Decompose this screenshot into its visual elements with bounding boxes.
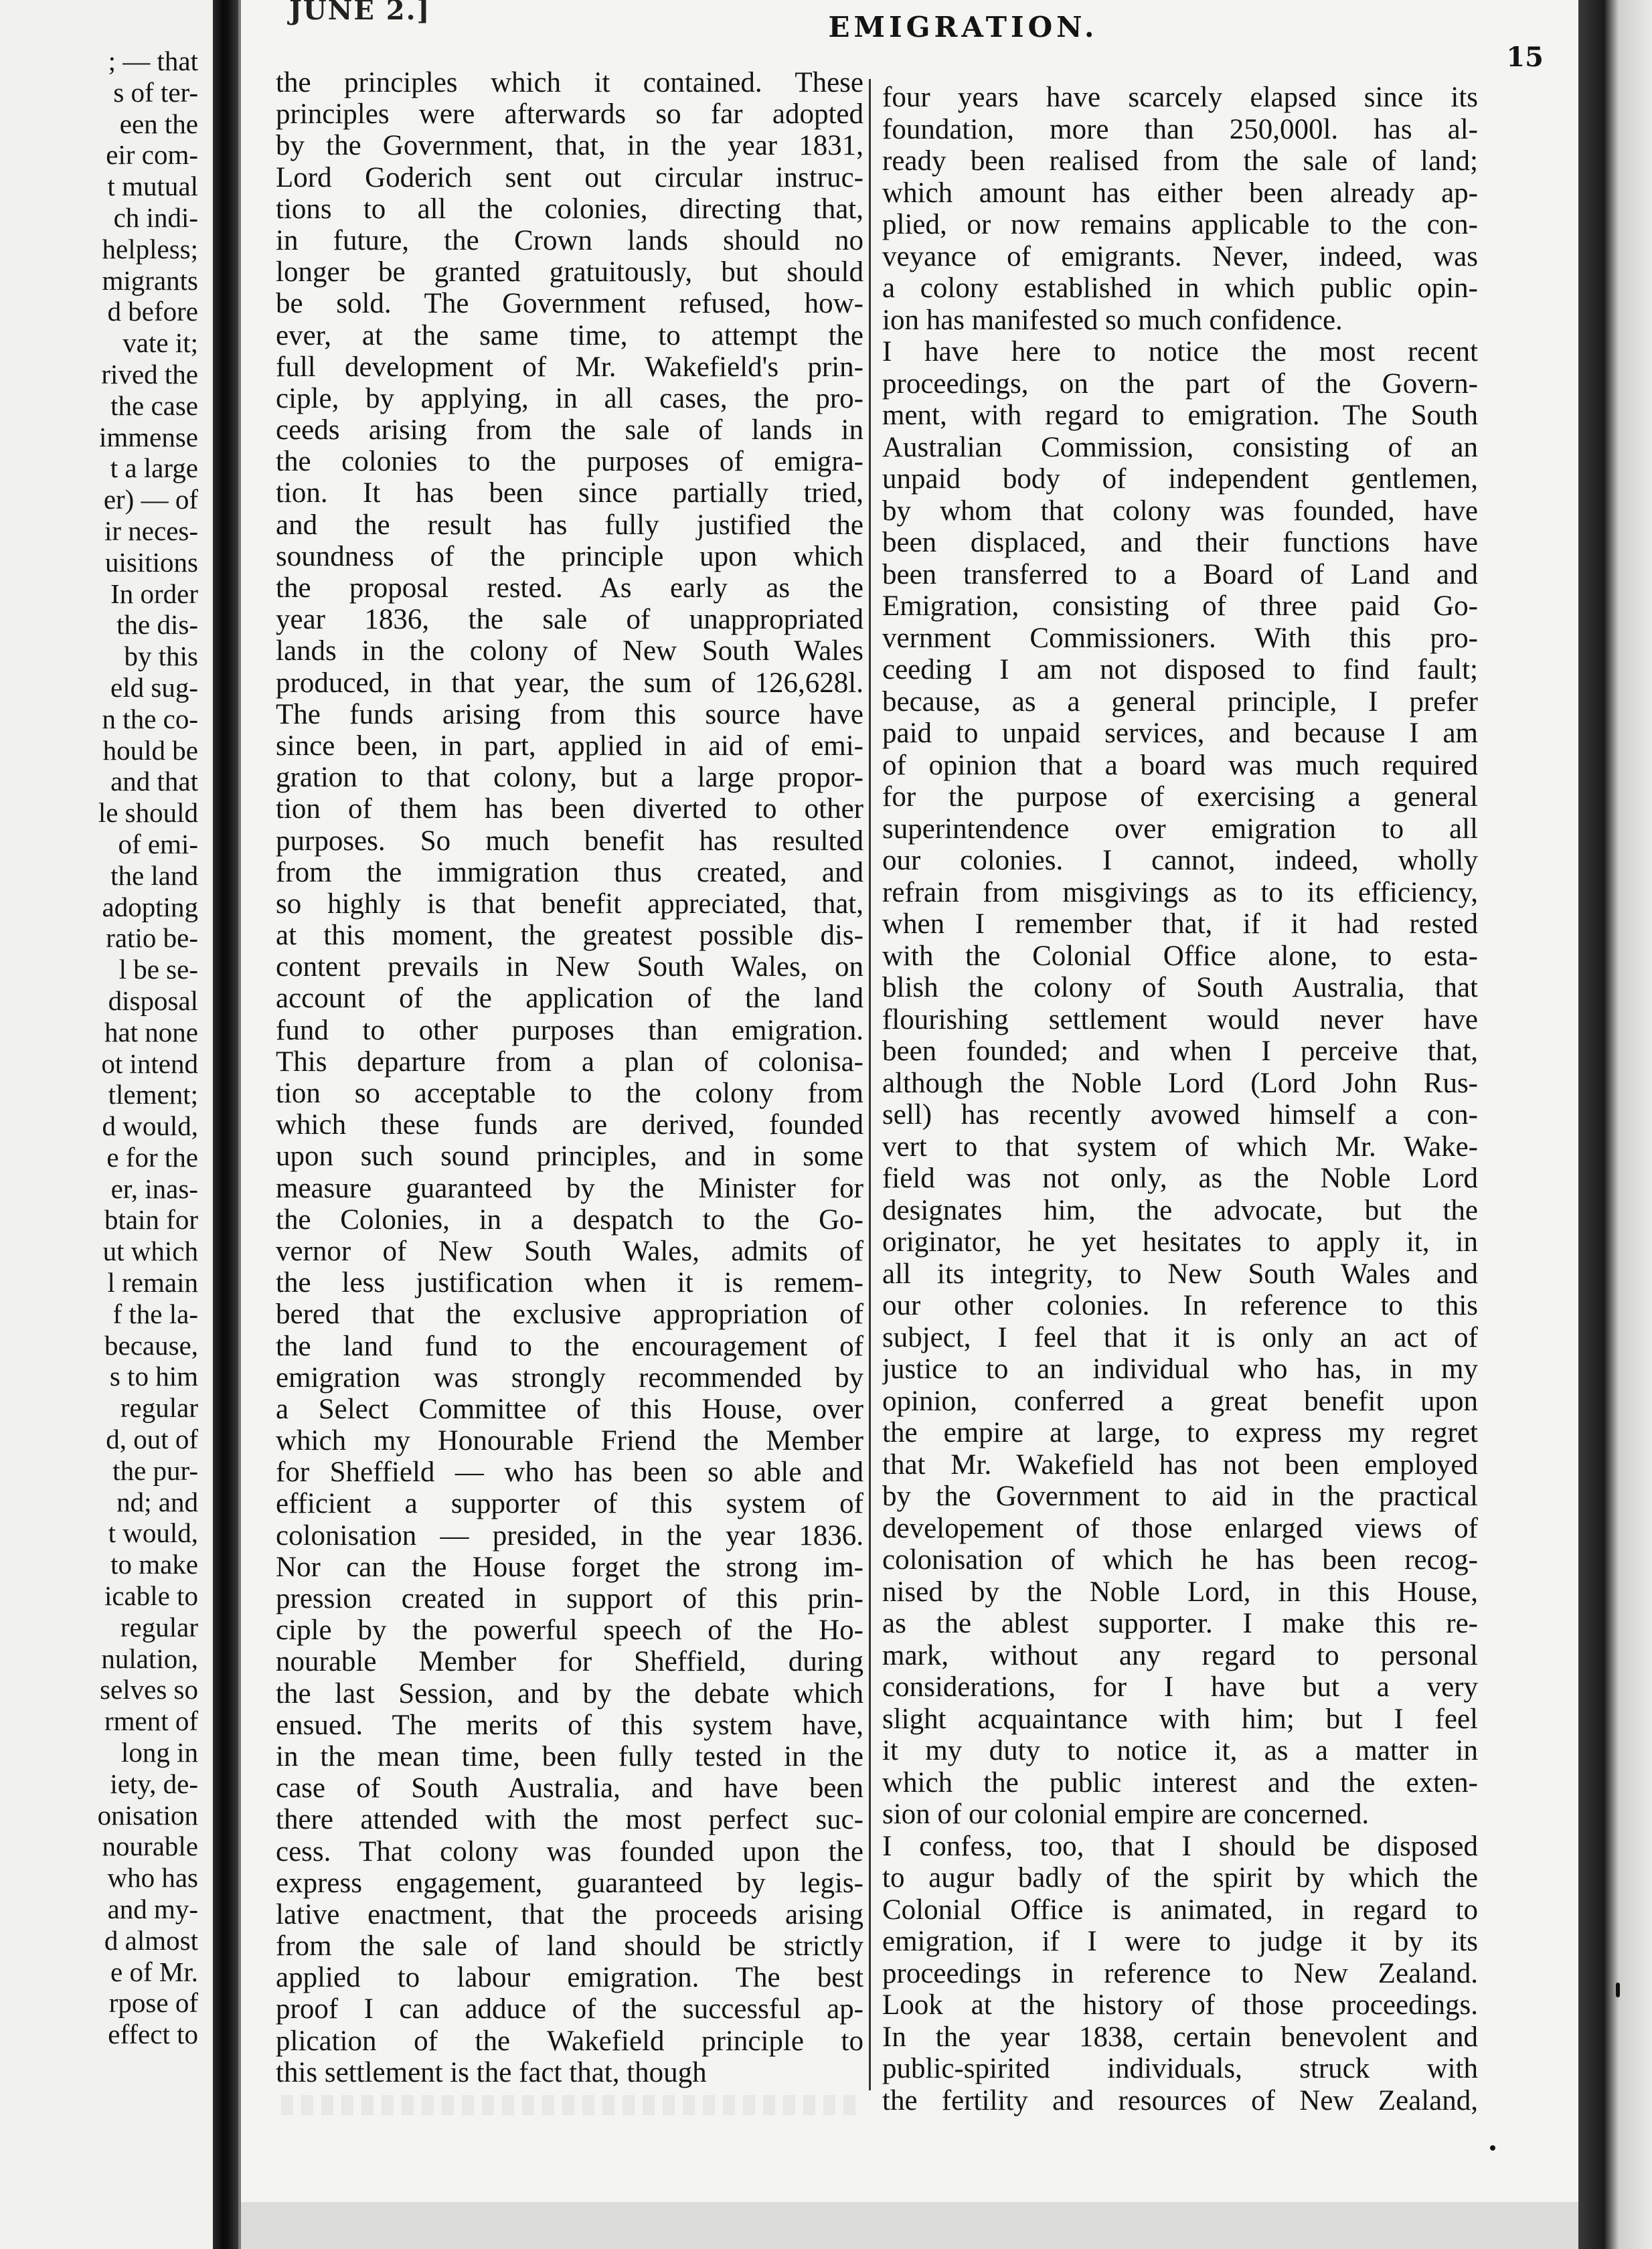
text-line: lative enactment, that the proceeds arising: [276, 1898, 863, 1930]
text-line: plication of the Wakefield principle to: [276, 2025, 863, 2057]
text-line: that Mr. Wakefield has not been employed: [882, 1448, 1478, 1481]
text-line: Look at the history of those proceedings.: [882, 1989, 1478, 2021]
text-line: tion of them has been diverted to other: [276, 793, 863, 825]
previous-page-line: vate it;: [122, 327, 198, 359]
previous-page-line: and my-: [107, 1894, 198, 1925]
text-line: measure guaranteed by the Minister for: [276, 1172, 863, 1204]
previous-page-line: een the: [119, 108, 198, 139]
text-line: by whom that colony was founded, have: [882, 495, 1478, 527]
previous-page-line: disposal: [108, 985, 198, 1016]
text-line: the empire at large, to express my regret: [882, 1417, 1478, 1448]
text-line: ciple, by applying, in all cases, the pro-: [276, 382, 863, 414]
text-line: I confess, too, that I should be disposed: [882, 1830, 1478, 1862]
text-line: which these funds are derived, founded: [276, 1109, 863, 1141]
previous-page-line: the case: [110, 390, 198, 421]
previous-page-line: ratio be-: [106, 922, 198, 954]
previous-page-line: regular: [120, 1611, 198, 1643]
text-line: ever, at the same time, to attempt the: [276, 319, 863, 351]
previous-page-line: le should: [98, 797, 198, 829]
binding-gutter: [213, 0, 238, 2249]
previous-page-line: nd; and: [116, 1486, 198, 1517]
text-line: originator, he yet hesitates to apply it, in: [882, 1226, 1478, 1258]
previous-page-line: hat none: [104, 1016, 198, 1048]
text-line: all its integrity, to New South Wales and: [882, 1258, 1478, 1290]
text-line: lands in the colony of New South Wales: [276, 635, 863, 667]
text-line: tion. It has been since partially tried,: [276, 477, 863, 509]
previous-page-line: migrants: [102, 264, 198, 296]
previous-page-line: to make: [110, 1549, 198, 1580]
previous-page-line: uisitions: [105, 546, 198, 578]
previous-page-line: er, inas-: [110, 1173, 198, 1204]
text-line: pression created in support of this prin-: [276, 1583, 863, 1614]
text-line: justice to an individual who has, in my: [882, 1353, 1478, 1385]
text-line: because, as a general principle, I prefer: [882, 685, 1478, 718]
text-line: at this moment, the greatest possible dis-: [276, 920, 863, 952]
text-line: four years have scarcely elapsed since its: [882, 82, 1478, 113]
previous-page-line: effect to: [108, 2019, 198, 2050]
previous-page-line: onisation: [97, 1799, 198, 1831]
text-line: nourable Member for Sheffield, during: [276, 1646, 863, 1678]
text-line: soundness of the principle upon which: [276, 540, 863, 572]
text-line: refrain from misgivings as to its efficiency,: [882, 876, 1478, 908]
text-line: as the ablest supporter. I make this re-: [882, 1608, 1478, 1639]
text-line: Nor can the House forget the strong im-: [276, 1551, 863, 1583]
text-line: of opinion that a board was much required: [882, 749, 1478, 781]
text-line: it my duty to notice it, as a matter in: [882, 1735, 1478, 1766]
text-line: superintendence over emigration to all: [882, 813, 1478, 845]
previous-page-line: d would,: [102, 1110, 198, 1142]
text-line: cess. That colony was founded upon the: [276, 1835, 863, 1867]
text-line: tions to all the colonies, directing that,: [276, 193, 863, 225]
bleed-through-text: [281, 2095, 857, 2115]
text-line: principles were afterwards so far adopted: [276, 98, 863, 131]
text-line: been transferred to a Board of Land and: [882, 558, 1478, 590]
text-line: tion so acceptable to the colony from: [276, 1078, 863, 1109]
text-line: in future, the Crown lands should no: [276, 224, 863, 256]
text-line: slight acquaintance with him; but I feel: [882, 1703, 1478, 1735]
text-line: which the public interest and the exten-: [882, 1766, 1478, 1799]
text-line: full development of Mr. Wakefield's prin-: [276, 351, 863, 383]
previous-page-line: tlement;: [108, 1079, 198, 1110]
text-line: efficient a supporter of this system of: [276, 1488, 863, 1520]
running-head-title: EMIGRATION.: [828, 11, 1098, 44]
text-line: account of the application of the land: [276, 983, 863, 1015]
text-line: in the mean time, been fully tested in the: [276, 1740, 863, 1772]
previous-page-line: regular: [120, 1392, 198, 1424]
page-number: 15: [1506, 41, 1544, 73]
column-rule: [869, 79, 871, 2090]
text-line: the last Session, and by the debate which: [276, 1677, 863, 1710]
text-line: plied, or now remains applicable to the con-: [882, 209, 1478, 240]
previous-page-line: and that: [110, 766, 198, 797]
previous-page-line: d before: [107, 296, 198, 327]
previous-page-line: hould be: [102, 734, 198, 766]
text-line: designates him, the advocate, but the: [882, 1194, 1478, 1226]
text-line: blish the colony of South Australia, that: [882, 972, 1478, 1003]
text-line: longer be granted gratuitously, but should: [276, 256, 863, 288]
previous-page-line: d almost: [104, 1924, 198, 1956]
text-line: been founded; and when I perceive that,: [882, 1035, 1478, 1067]
previous-page-line: s to him: [109, 1361, 198, 1392]
text-line: year 1836, the sale of unappropriated: [276, 604, 863, 636]
previous-page-line: adopting: [102, 891, 198, 922]
ink-speck: [1490, 2145, 1495, 2151]
previous-page-line: s of ter-: [113, 76, 198, 108]
text-line: Australian Commission, consisting of an: [882, 431, 1478, 463]
text-line: upon such sound principles, and in some: [276, 1141, 863, 1173]
text-line: which my Honourable Friend the Member: [276, 1425, 863, 1457]
text-line: the land fund to the encouragement of: [276, 1330, 863, 1362]
text-line: so highly is that benefit appreciated, that,: [276, 888, 863, 920]
text-line: ceeding I am not disposed to find fault;: [882, 654, 1478, 685]
text-line: ensued. The merits of this system have,: [276, 1709, 863, 1741]
left-column-text: [276, 67, 863, 2088]
text-line: the colonies to the purposes of emigra-: [276, 446, 863, 478]
text-line: considerations, for I have but a very: [882, 1671, 1478, 1703]
previous-page-line: long in: [120, 1737, 198, 1768]
text-line: The funds arising from this source have: [276, 698, 863, 730]
previous-page-line: l be se-: [118, 954, 198, 985]
text-line: subject, I feel that it is only an act of: [882, 1321, 1478, 1353]
text-line: fund to other purposes than emigration.: [276, 1014, 863, 1046]
text-line: ion has manifested so much confidence.: [882, 304, 1343, 336]
previous-page-line: ut which: [102, 1236, 198, 1267]
previous-page-line: In order: [110, 578, 198, 609]
text-line: produced, in that year, the sum of 126,628l.: [276, 667, 863, 699]
text-line: ready been realised from the sale of land;: [882, 145, 1478, 177]
text-line: ceeds arising from the sale of lands in: [276, 414, 863, 446]
text-line: foundation, more than 250,000l. has al-: [882, 113, 1478, 145]
previous-page-line: iety, de-: [110, 1768, 198, 1799]
text-line: proof I can adduce of the successful ap-: [276, 1993, 863, 2025]
text-line: I have here to notice the most recent: [882, 336, 1478, 367]
previous-page-line: by this: [124, 641, 198, 672]
previous-page-line: rment of: [104, 1705, 198, 1737]
previous-page-line: nulation,: [101, 1643, 198, 1674]
previous-page-line: e for the: [106, 1141, 198, 1173]
previous-page-text: [4, 46, 198, 2050]
text-line: nised by the Noble Lord, in this House,: [882, 1576, 1478, 1608]
right-column-text: [882, 82, 1478, 2116]
text-line: This departure from a plan of colonisa-: [276, 1046, 863, 1078]
page-bottom-margin: [241, 2202, 1578, 2249]
previous-page-line: the pur-: [112, 1454, 198, 1486]
text-line: veyance of emigrants. Never, indeed, was: [882, 240, 1478, 272]
text-line: the proposal rested. As early as the: [276, 572, 863, 604]
text-line: sion of our colonial empire are concerned.: [882, 1799, 1370, 1830]
text-line: applied to labour emigration. The best: [276, 1962, 863, 1994]
text-line: field was not only, as the Noble Lord: [882, 1163, 1478, 1194]
page-edge-shadow: [1578, 0, 1652, 2249]
previous-page-line: ch indi-: [113, 201, 198, 233]
text-line: mark, without any regard to personal: [882, 1639, 1478, 1671]
running-head-date: JUNE 2.]: [289, 0, 431, 26]
text-line: colonisation of which he has been recog-: [882, 1544, 1478, 1576]
text-line: sell) has recently avowed himself a con-: [882, 1099, 1478, 1131]
previous-page-line: selves so: [100, 1674, 198, 1705]
previous-page-line: helpless;: [102, 233, 198, 264]
text-line: vernor of New South Wales, admits of: [276, 1235, 863, 1267]
running-head: [241, 0, 1578, 73]
text-line: emigration was strongly recommended by: [276, 1361, 863, 1394]
text-line: our other colonies. In reference to this: [882, 1290, 1478, 1321]
text-line: to augur badly of the spirit by which the: [882, 1862, 1478, 1894]
previous-page-line: t would,: [108, 1517, 198, 1549]
text-line: be sold. The Government refused, how-: [276, 288, 863, 320]
text-line: been displaced, and their functions have: [882, 527, 1478, 558]
text-line: from the immigration thus created, and: [276, 856, 863, 888]
previous-page-line: who has: [107, 1862, 198, 1894]
text-line: our colonies. I cannot, indeed, wholly: [882, 845, 1478, 876]
previous-page-sliver: [0, 0, 213, 2249]
text-line: Lord Goderich sent out circular instruc-: [276, 161, 863, 193]
previous-page-line: er) — of: [103, 484, 198, 515]
text-line: a colony established in which public opin-: [882, 272, 1478, 304]
text-line: the principles which it contained. These: [276, 67, 863, 98]
text-line: gration to that colony, but a large propor-: [276, 762, 863, 794]
previous-page-line: icable to: [104, 1580, 198, 1612]
text-line: there attended with the most perfect suc-: [276, 1804, 863, 1836]
text-line: In the year 1838, certain benevolent and: [882, 2021, 1478, 2053]
text-line: vernment Commissioners. With this pro-: [882, 622, 1478, 654]
previous-page-line: eir com-: [106, 139, 198, 171]
text-line: case of South Australia, and have been: [276, 1772, 863, 1805]
text-line: Emigration, consisting of three paid Go-: [882, 590, 1478, 622]
previous-page-line: rived the: [101, 358, 198, 390]
previous-page-line: ; — that: [108, 46, 198, 76]
previous-page-line: e of Mr.: [110, 1956, 198, 1987]
text-line: flourishing settlement would never have: [882, 1003, 1478, 1035]
previous-page-line: because,: [104, 1329, 198, 1361]
text-line: although the Noble Lord (Lord John Rus-: [882, 1067, 1478, 1099]
previous-page-line: the land: [110, 859, 198, 891]
text-line: ciple by the powerful speech of the Ho-: [276, 1614, 863, 1647]
text-line: opinion, conferred a great benefit upon: [882, 1385, 1478, 1417]
previous-page-head-fragment: [0, 0, 208, 35]
text-line: emigration, if I were to judge it by its: [882, 1926, 1478, 1957]
text-line: and the result has fully justified the: [276, 509, 863, 541]
text-line: unpaid body of independent gentlemen,: [882, 463, 1478, 495]
text-line: for the purpose of exercising a general: [882, 781, 1478, 813]
text-line: the fertility and resources of New Zealand,: [882, 2084, 1478, 2116]
text-line: content prevails in New South Wales, on: [276, 951, 863, 983]
text-line: which amount has either been already ap-: [882, 177, 1478, 209]
text-line: paid to unpaid services, and because I am: [882, 718, 1478, 749]
previous-page-line: n the co-: [102, 703, 198, 734]
text-line: developement of those enlarged views of: [882, 1512, 1478, 1544]
text-line: express engagement, guaranteed by legis-: [276, 1867, 863, 1899]
previous-page-line: ir neces-: [104, 515, 198, 546]
previous-page-line: d, out of: [106, 1424, 198, 1455]
text-line: the less justification when it is remem-: [276, 1267, 863, 1299]
text-line: from the sale of land should be strictly: [276, 1930, 863, 1963]
text-line: by the Government, that, in the year 1831,: [276, 130, 863, 162]
text-line: by the Government to aid in the practical: [882, 1481, 1478, 1512]
previous-page-line: of emi-: [118, 828, 198, 859]
text-line: ment, with regard to emigration. The South: [882, 400, 1478, 431]
text-line: purposes. So much benefit has resulted: [276, 825, 863, 857]
text-line: Colonial Office is animated, in regard to: [882, 1894, 1478, 1926]
previous-page-line: btain for: [104, 1204, 198, 1236]
previous-page-line: nourable: [102, 1831, 198, 1862]
text-line: since been, in part, applied in aid of emi-: [276, 730, 863, 762]
previous-page-line: t a large: [110, 452, 198, 484]
previous-page-line: l remain: [107, 1267, 198, 1299]
text-line: proceedings, on the part of the Govern-: [882, 367, 1478, 400]
text-line: bered that the exclusive appropriation of: [276, 1299, 863, 1331]
text-line: public-spirited individuals, struck with: [882, 2053, 1478, 2084]
previous-page-line: the dis-: [116, 609, 198, 641]
text-line: for Sheffield — who has been so able and: [276, 1456, 863, 1489]
previous-page-line: immense: [98, 421, 198, 452]
previous-page-line: eld sug-: [110, 671, 198, 703]
text-line: with the Colonial Office alone, to esta-: [882, 940, 1478, 972]
text-line: the Colonies, in a despatch to the Go-: [276, 1203, 863, 1236]
previous-page-line: rpose of: [108, 1987, 198, 2019]
text-line: colonisation — presided, in the year 1836.: [276, 1519, 863, 1552]
text-line: proceedings in reference to New Zealand.: [882, 1957, 1478, 1989]
text-line: when I remember that, if it had rested: [882, 908, 1478, 940]
previous-page-line: ot intend: [101, 1048, 198, 1079]
text-line: this settlement is the fact that, though: [276, 2056, 707, 2088]
ink-speck: [1616, 1983, 1620, 1997]
text-line: a Select Committee of this House, over: [276, 1393, 863, 1425]
previous-page-line: f the la-: [112, 1298, 198, 1329]
text-line: vert to that system of which Mr. Wake-: [882, 1131, 1478, 1163]
previous-page-line: t mutual: [107, 171, 198, 202]
